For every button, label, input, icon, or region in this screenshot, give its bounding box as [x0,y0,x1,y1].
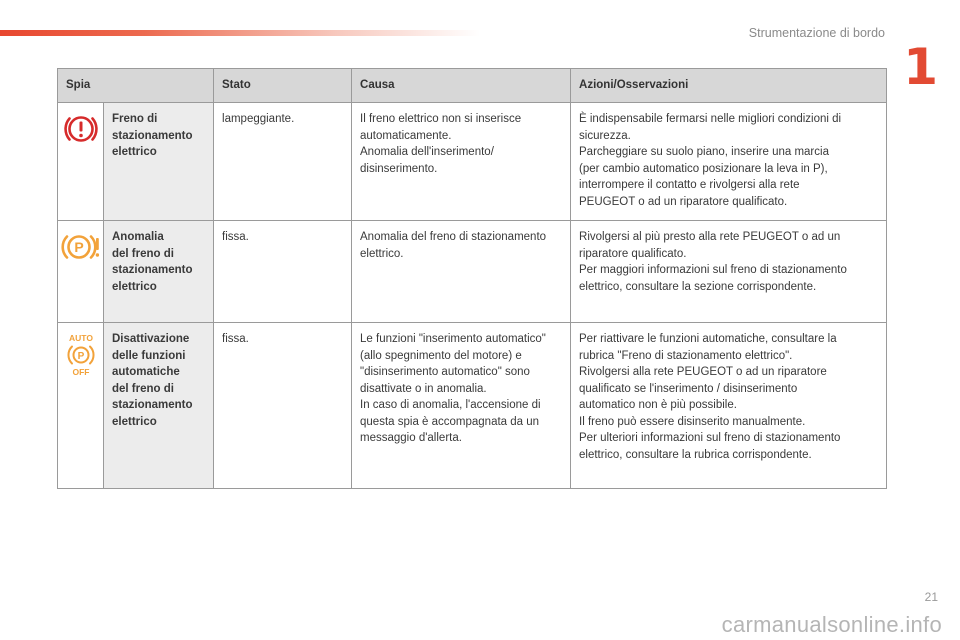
azioni-cell: Rivolgersi al più presto alla rete PEUGEOT o ad un riparatore qualificato. Per maggiori informazioni sul freno di stazionamento elettrico, consultare la sezione corrispondente. [571,221,887,323]
column-header-causa: Causa [352,69,571,103]
table-row [58,323,887,489]
svg-text:OFF: OFF [72,367,89,377]
spia-icon-cell [58,103,104,221]
chapter-number: 1 [903,38,938,96]
stato-cell: lampeggiante. [214,103,352,221]
stato-cell: fissa. [214,323,352,489]
spia-name: Freno di stazionamento elettrico [104,103,214,221]
watermark: carmanualsonline.info [721,612,942,637]
table-row [58,103,887,221]
warning-lights-table [57,68,887,489]
column-header-stato: Stato [214,69,352,103]
svg-text:AUTO: AUTO [68,333,93,343]
page-number: 21 [924,590,938,604]
causa-cell: Il freno elettrico non si inserisce automaticamente. Anomalia dell'inserimento/ disinserimento. [352,103,571,221]
header-accent-bar [0,30,480,36]
section-title: Strumentazione di bordo [748,26,885,40]
causa-cell: Le funzioni "inserimento automatico" (allo spegnimento del motore) e "disinserimento automatico" sono disattivate o in anomalia. In caso di anomalia, l'accensione di questa spia è accompagnata da un messaggio d'allerta. [352,323,571,489]
auto-parking-off-icon [64,333,98,377]
svg-text:P: P [77,351,84,362]
column-header-azioni: Azioni/Osservazioni [571,69,887,103]
spia-icon-cell [58,221,104,323]
parking-brake-fault-icon [61,231,101,263]
brake-warning-icon [63,113,99,145]
column-header-spia: Spia [58,69,214,103]
svg-text:P: P [73,239,84,255]
spia-icon-cell [58,323,104,489]
table-row [58,221,887,323]
causa-cell: Anomalia del freno di stazionamento elettrico. [352,221,571,323]
table-header-row [58,69,887,103]
azioni-cell: Per riattivare le funzioni automatiche, consultare la rubrica "Freno di stazionamento elettrico". Rivolgersi alla rete PEUGEOT o ad un riparatore qualificato se l'inserimento / disinserimento automatico non è più possibile. Il freno può essere disinserito manualmente. Per ulteriori informazioni sul freno di stazionamento elettrico, consultare la rubrica corrispondente. [571,323,887,489]
azioni-cell: È indispensabile fermarsi nelle migliori condizioni di sicurezza. Parcheggiare su suolo piano, inserire una marcia (per cambio automatico posizionare la leva in P), interrompere il contatto e rivolgersi alla rete PEUGEOT o ad un riparatore qualificato. [571,103,887,221]
stato-cell: fissa. [214,221,352,323]
spia-name: Disattivazione delle funzioni automatiche del freno di stazionamento elettrico [104,323,214,489]
spia-name: Anomalia del freno di stazionamento elettrico [104,221,214,323]
